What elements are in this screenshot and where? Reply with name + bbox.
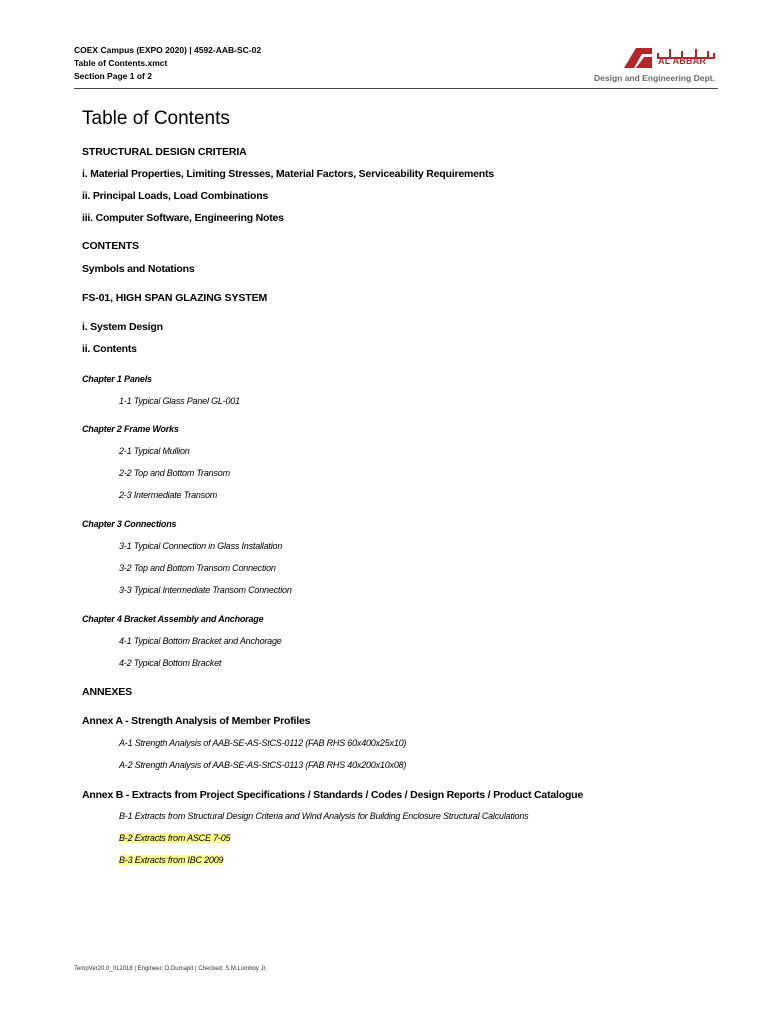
document-footer: TempVer20.0_012018 | Engineer: D.Dumapit | Checked: S.M.Lomboy Jr. — [74, 966, 267, 972]
header-divider — [74, 88, 718, 89]
section-heading-fs01: FS-01, HIGH SPAN GLAZING SYSTEM — [82, 292, 268, 304]
annex-b-heading: Annex B - Extracts from Project Specifications / Standards / Codes / Design Reports / Product Catalogue — [82, 789, 584, 801]
toc-item-4-2: 4-2 Typical Bottom Bracket — [119, 658, 222, 668]
toc-item-b-3-highlighted: B-3 Extracts from IBC 2009 — [119, 855, 224, 865]
section-heading-annexes: ANNEXES — [82, 686, 133, 698]
toc-item-2-1: 2-1 Typical Mullion — [119, 446, 190, 456]
chapter-4-heading: Chapter 4 Bracket Assembly and Anchorage — [82, 614, 264, 624]
annex-a-heading: Annex A - Strength Analysis of Member Profiles — [82, 715, 311, 727]
toc-item-3-1: 3-1 Typical Connection in Glass Installation — [119, 541, 283, 551]
toc-entry-structural-i: i. Material Properties, Limiting Stresses, Material Factors, Serviceability Requirements — [82, 168, 494, 180]
toc-item-2-3: 2-3 Intermediate Transom — [119, 490, 218, 500]
toc-item-a-1: A-1 Strength Analysis of AAB-SE-AS-StCS-0112 (FAB RHS 60x400x25x10) — [119, 738, 407, 748]
chapter-2-heading: Chapter 2 Frame Works — [82, 424, 179, 434]
toc-entry-structural-ii: ii. Principal Loads, Load Combinations — [82, 190, 269, 202]
page-indicator: Section Page 1 of 2 — [74, 71, 152, 81]
toc-entry-fs-contents: ii. Contents — [82, 343, 137, 355]
toc-item-b-2-highlighted: B-2 Extracts from ASCE 7-05 — [119, 833, 231, 843]
department-label: Design and Engineering Dept. — [594, 73, 715, 83]
toc-entry-structural-iii: iii. Computer Software, Engineering Notes — [82, 212, 284, 224]
toc-item-b-1: B-1 Extracts from Structural Design Criteria and Wind Analysis for Building Enclosure Structural Calculations — [119, 811, 529, 821]
file-name: Table of Contents.xmct — [74, 58, 168, 68]
toc-title: Table of Contents — [82, 108, 230, 129]
section-heading-structural: STRUCTURAL DESIGN CRITERIA — [82, 146, 247, 158]
toc-item-3-3: 3-3 Typical Intermediate Transom Connection — [119, 585, 292, 595]
toc-entry-symbols: Symbols and Notations — [82, 263, 195, 275]
toc-item-4-1: 4-1 Typical Bottom Bracket and Anchorage — [119, 636, 282, 646]
chapter-3-heading: Chapter 3 Connections — [82, 519, 177, 529]
section-heading-contents: CONTENTS — [82, 240, 139, 252]
document-header — [74, 44, 261, 83]
toc-item-a-2: A-2 Strength Analysis of AAB-SE-AS-StCS-0113 (FAB RHS 40x200x10x08) — [119, 760, 407, 770]
project-reference: COEX Campus (EXPO 2020) | 4592-AAB-SC-02 — [74, 45, 262, 55]
toc-entry-system-design: i. System Design — [82, 321, 163, 333]
toc-item-1-1: 1-1 Typical Glass Panel GL-001 — [119, 396, 240, 406]
toc-item-3-2: 3-2 Top and Bottom Transom Connection — [119, 563, 276, 573]
chapter-1-heading: Chapter 1 Panels — [82, 374, 152, 384]
toc-item-2-2: 2-2 Top and Bottom Transom — [119, 468, 230, 478]
logo-wordmark: AL ABBAR — [658, 56, 707, 66]
